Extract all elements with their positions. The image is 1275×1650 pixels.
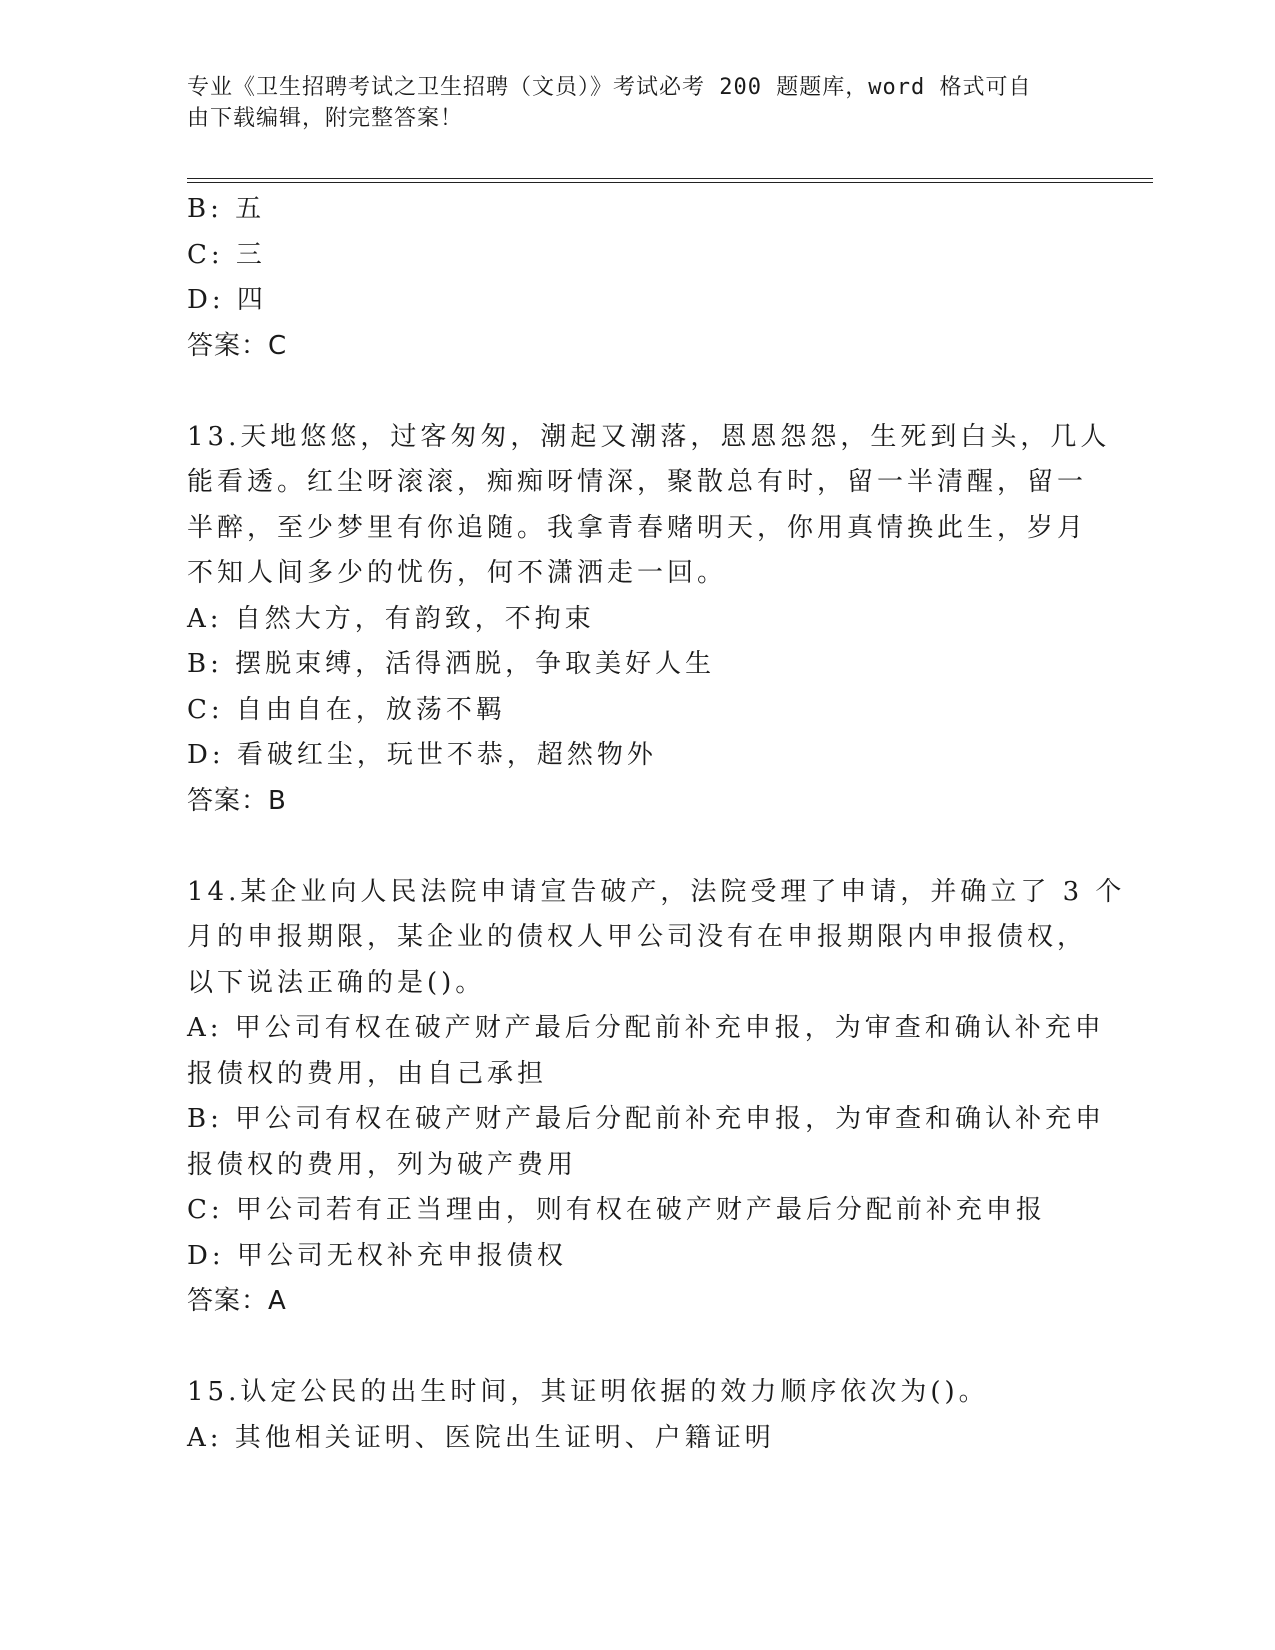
stem-line: 半醉，至少梦里有你追随。我拿青春赌明天，你用真情换此生，岁月 (187, 512, 1088, 543)
stem-line: 月的申报期限，某企业的债权人甲公司没有在申报期限内申报债权， (187, 922, 1088, 952)
option-c: C: 三 (187, 239, 266, 270)
question-12 (187, 187, 1087, 369)
option-d: D: 看破红尘，玩世不恭，超然物外 (187, 740, 657, 770)
option-b: B: 五 (187, 194, 266, 224)
header-divider-top (187, 178, 1153, 179)
stem-line: 13.天地悠悠，过客匆匆，潮起又潮落，恩恩怨怨，生死到白头，几人 (187, 421, 1111, 452)
stem-line: 以下说法正确的是()。 (187, 967, 486, 998)
answer-label: 答案：A (187, 1286, 287, 1316)
question-14 (187, 870, 1126, 1325)
option-d (187, 1234, 1087, 1280)
option-line: B: 甲公司有权在破产财产最后分配前补充申报，为审查和确认补充申 (187, 1104, 1106, 1134)
option-c (187, 1188, 1087, 1234)
option-a: A: 其他相关证明、医院出生证明、户籍证明 (187, 1422, 775, 1453)
option-line: 报债权的费用，列为破产费用 (187, 1149, 578, 1180)
option-d: D: 四 (187, 285, 267, 315)
spacer (187, 824, 1087, 870)
question-15 (187, 1370, 1087, 1461)
stem-line: 15.认定公民的出生时间，其证明依据的效力顺序依次为()。 (187, 1377, 989, 1407)
stem-line: 能看透。红尘呀滚滚，痴痴呀情深，聚散总有时，留一半清醒，留一 (187, 467, 1088, 497)
header-line-1: 专业《卫生招聘考试之卫生招聘（文员）》考试必考 200 题题库，word 格式可自 (187, 75, 1032, 100)
option-c: C: 自由自在，放荡不羁 (187, 694, 506, 725)
header-divider-bottom (187, 182, 1153, 183)
option-b (187, 1097, 1106, 1188)
answer-label: 答案：B (187, 785, 287, 816)
option-a (187, 1006, 1105, 1097)
spacer (187, 369, 1087, 415)
option-a: A: 自然大方，有韵致，不拘束 (187, 603, 595, 634)
option-b: B: 摆脱束缚，活得洒脱，争取美好人生 (187, 649, 716, 679)
stem-line: 不知人间多少的忧伤，何不潇洒走一回。 (187, 558, 728, 588)
header-line-2: 由下载编辑，附完整答案！ (187, 106, 464, 131)
question-list (187, 187, 1126, 1461)
option-line: 报债权的费用，由自己承担 (187, 1058, 548, 1089)
document-header (187, 72, 1067, 134)
stem-line: 14.某企业向人民法院申请宣告破产，法院受理了申请，并确立了 3 个 (187, 876, 1126, 907)
option-line: D: 甲公司无权补充申报债权 (187, 1240, 567, 1271)
spacer (187, 1325, 1087, 1371)
question-stem (187, 1370, 1087, 1416)
option-line: C: 甲公司若有正当理由，则有权在破产财产最后分配前补充申报 (187, 1195, 1046, 1225)
answer-label: 答案：C (187, 330, 288, 361)
question-stem (187, 870, 1126, 1007)
option-line: A: 甲公司有权在破产财产最后分配前补充申报，为审查和确认补充申 (187, 1013, 1105, 1043)
question-13 (187, 415, 1111, 825)
question-stem (187, 415, 1111, 597)
